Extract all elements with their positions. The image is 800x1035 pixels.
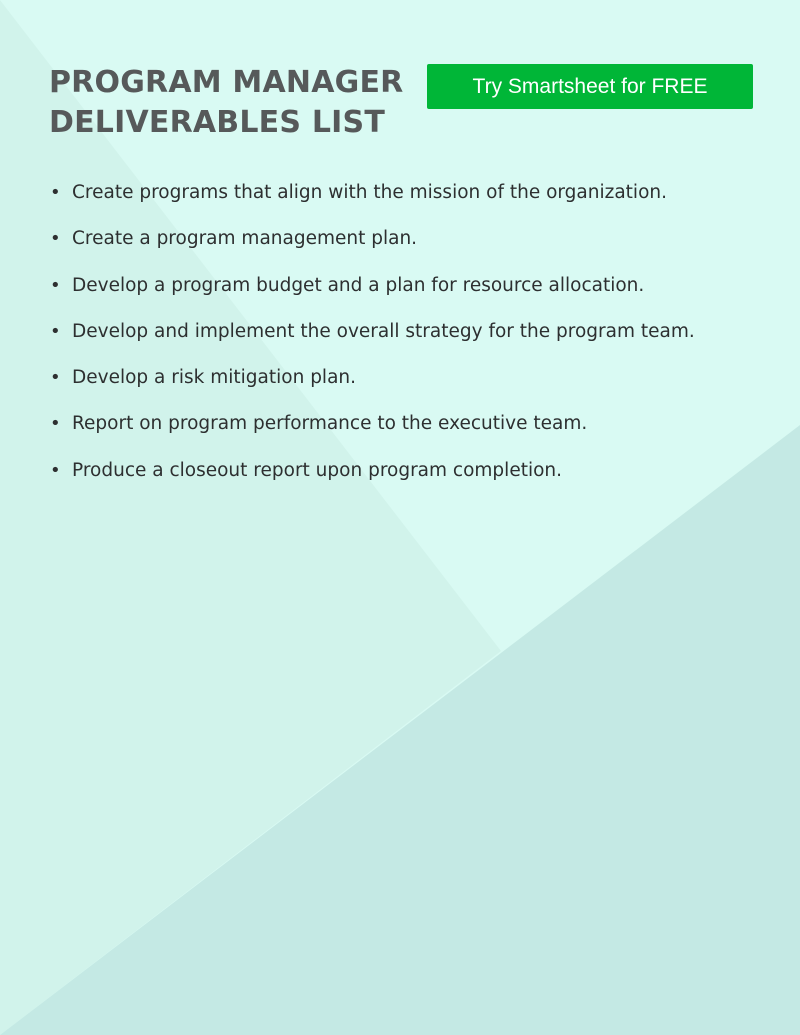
deliverables-list (50, 176, 695, 500)
list-item (50, 407, 695, 453)
list-item-text: Develop and implement the overall strategy for the program team. (72, 320, 695, 342)
bullet-icon: • (50, 459, 61, 481)
list-item (50, 315, 695, 361)
bullet-icon: • (50, 413, 61, 435)
page-title (49, 63, 409, 143)
title-line-1: PROGRAM MANAGER (49, 65, 404, 100)
list-item-text: Develop a program budget and a plan for resource allocation. (72, 274, 645, 296)
list-item-text: Produce a closeout report upon program completion. (72, 459, 563, 481)
list-item (50, 361, 695, 407)
bullet-icon: • (50, 367, 61, 389)
bullet-icon: • (50, 320, 61, 342)
bullet-icon: • (50, 228, 61, 250)
list-item (50, 454, 695, 500)
list-item-text: Create a program management plan. (72, 228, 418, 250)
try-smartsheet-button[interactable]: Try Smartsheet for FREE (427, 64, 753, 109)
title-line-2: DELIVERABLES LIST (49, 105, 385, 140)
list-item-text: Develop a risk mitigation plan. (72, 367, 357, 389)
list-item (50, 176, 695, 222)
bullet-icon: • (50, 274, 61, 296)
list-item-text: Report on program performance to the executive team. (72, 413, 588, 435)
list-item (50, 222, 695, 268)
list-item-text: Create programs that align with the mission of the organization. (72, 182, 667, 203)
bullet-icon: • (50, 182, 61, 203)
list-item (50, 269, 695, 315)
